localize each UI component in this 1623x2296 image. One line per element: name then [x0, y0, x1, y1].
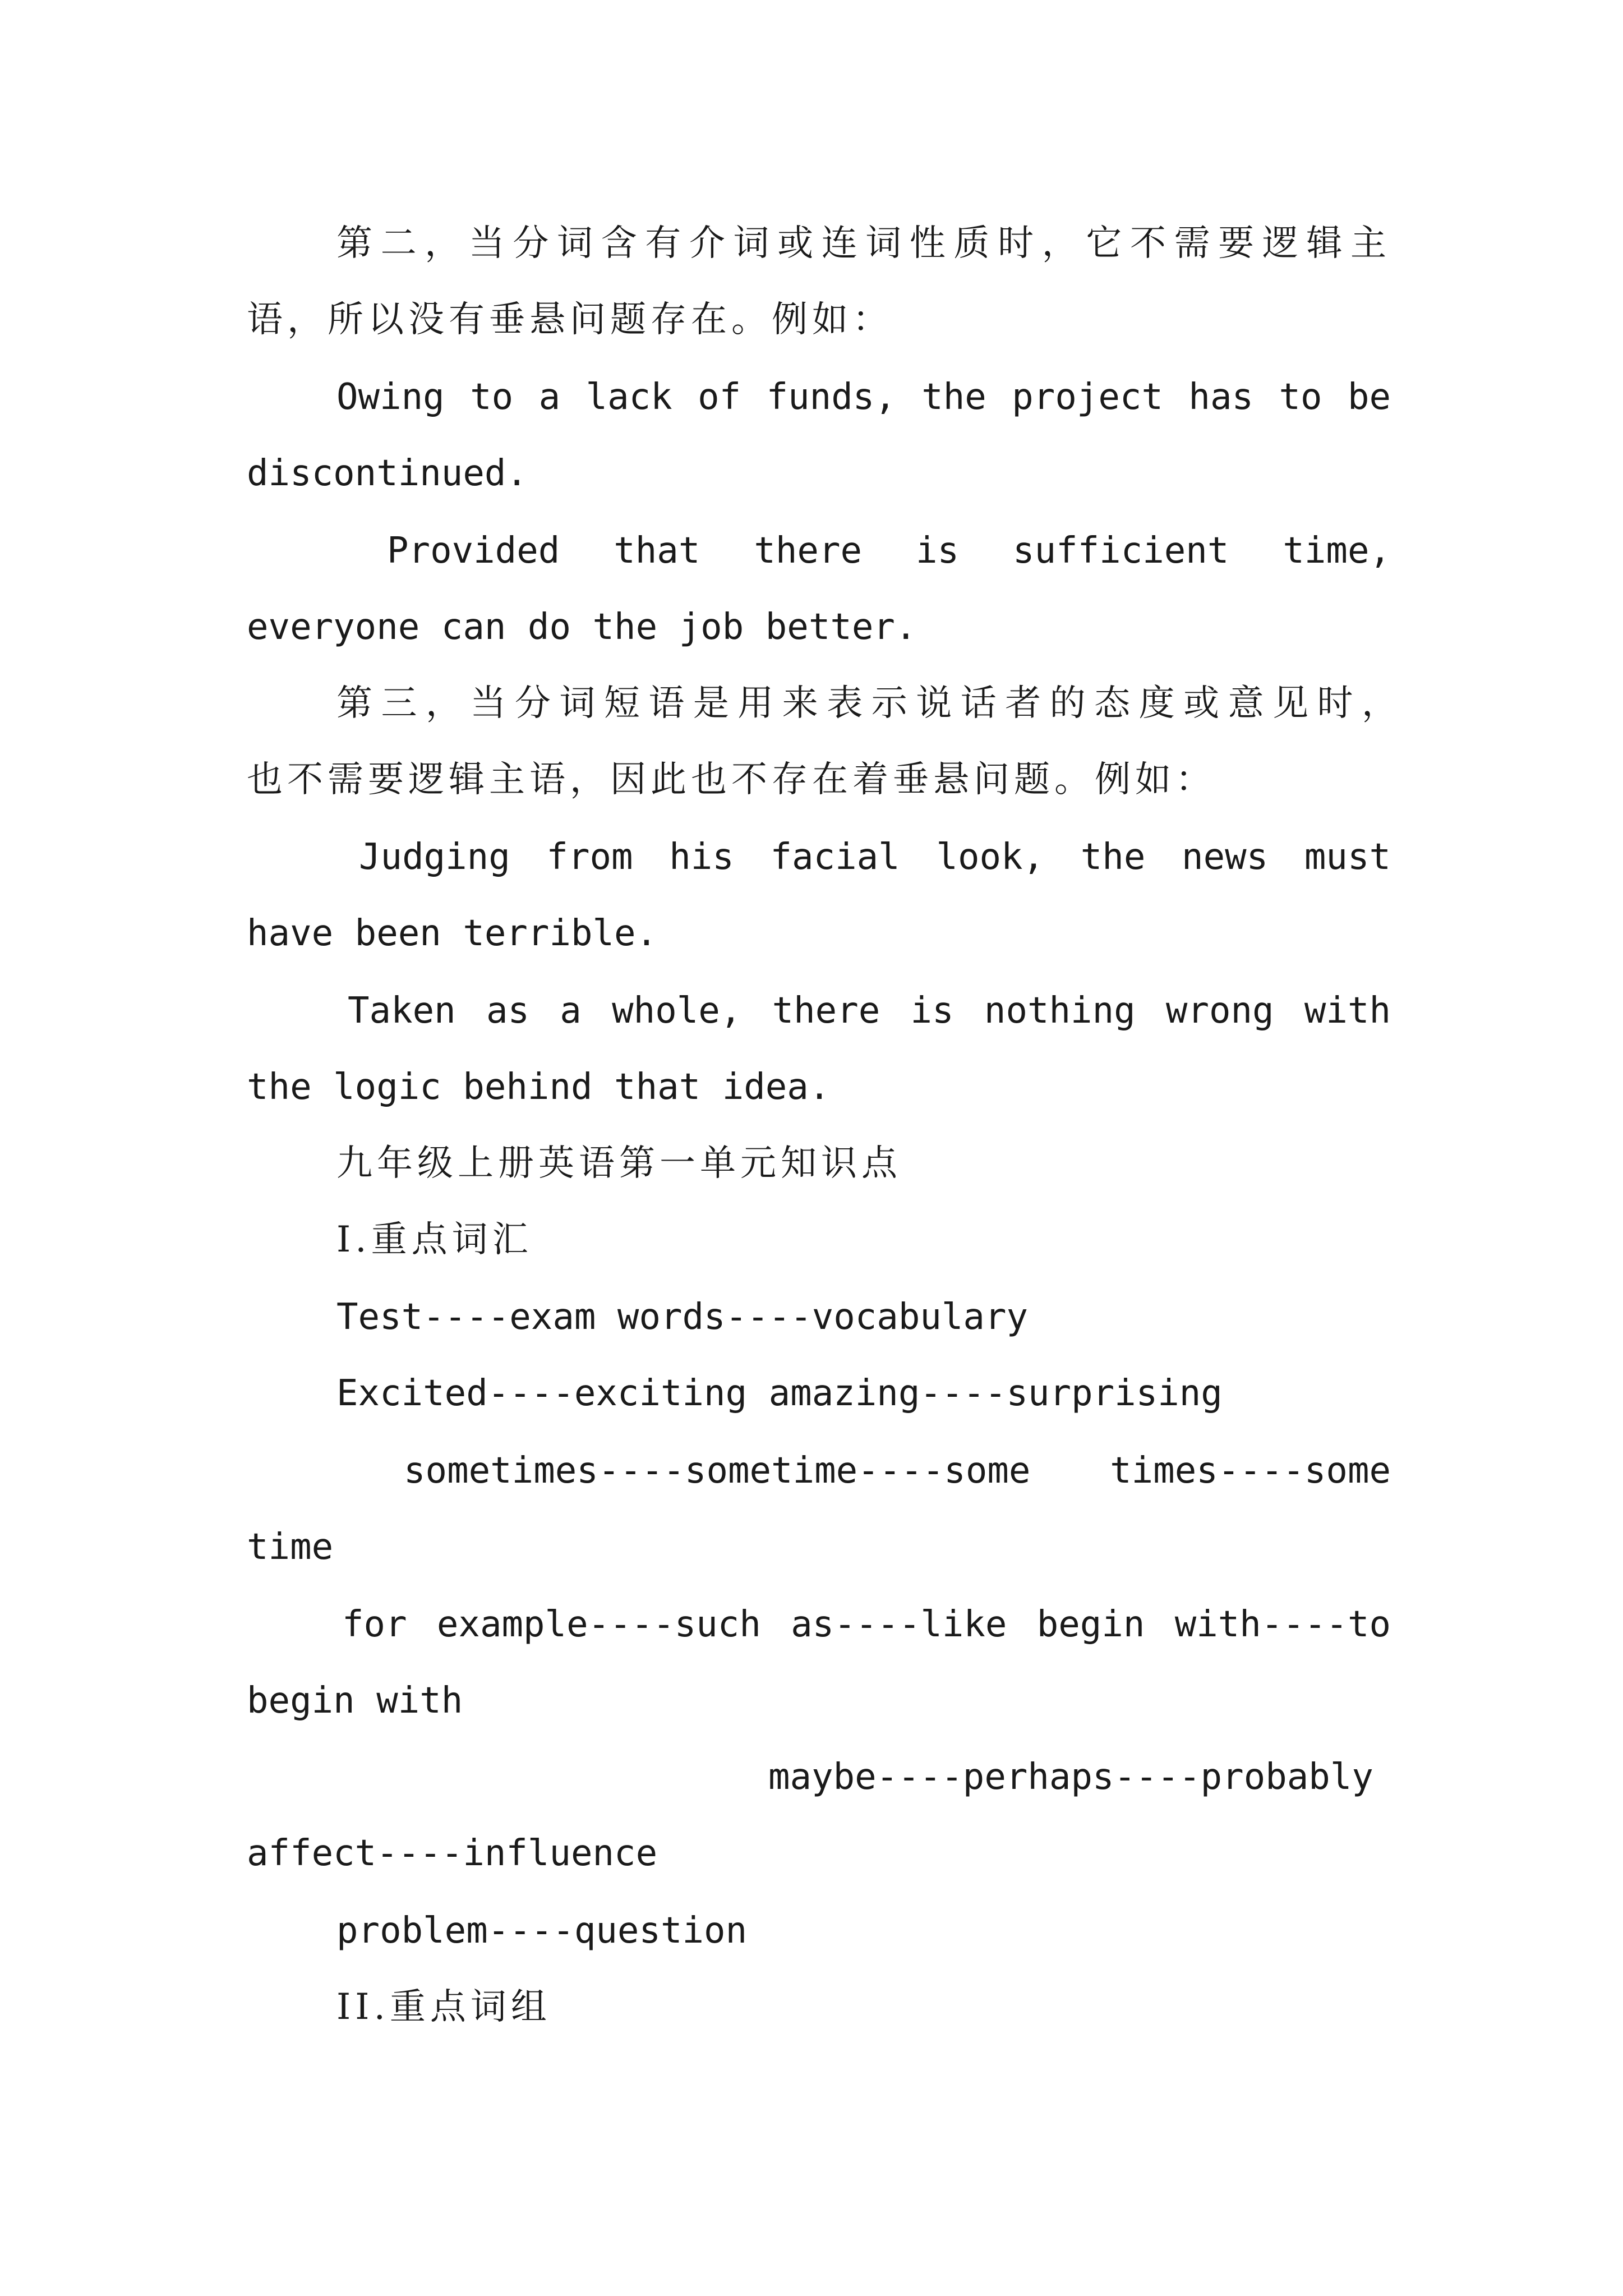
subsection-heading: II.重点词组	[336, 1986, 551, 2028]
paragraph-line: 第二，当分词含有介词或连词性质时，它不需要逻辑主	[336, 223, 1391, 264]
vocab-line: Excited----exciting amazing----surprising	[336, 1373, 1223, 1414]
paragraph-line: everyone can do the job better.	[247, 606, 917, 648]
paragraph-line: Judging from his facial look, the news must	[359, 836, 1391, 878]
vocab-line: time	[247, 1526, 334, 1568]
paragraph-line: the logic behind that idea.	[247, 1066, 831, 1108]
vocab-line: maybe----perhaps----probably	[768, 1756, 1373, 1798]
paragraph-line: Taken as a whole, there is nothing wrong with	[348, 990, 1391, 1032]
paragraph-line: Provided that there is sufficient time,	[387, 530, 1391, 572]
vocab-line: affect----influence	[247, 1833, 658, 1874]
vocab-line: problem----question	[336, 1910, 748, 1952]
paragraph-line: Owing to a lack of funds, the project has to be	[336, 376, 1391, 418]
paragraph-line: 第三，当分词短语是用来表示说话者的态度或意见时，	[336, 683, 1402, 724]
paragraph-line: 语，所以没有垂悬问题存在。例如：	[247, 299, 893, 341]
section-heading: 九年级上册英语第一单元知识点	[336, 1143, 902, 1184]
paragraph-line: 也不需要逻辑主语，因此也不存在着垂悬问题。例如：	[247, 759, 1216, 800]
vocab-line: sometimes----sometime----some times----some	[404, 1450, 1391, 1492]
vocab-line: begin with	[247, 1680, 463, 1722]
paragraph-line: discontinued.	[247, 453, 528, 494]
vocab-line: for example----such as----like begin with----to	[342, 1604, 1391, 1645]
paragraph-line: have been terrible.	[247, 913, 658, 954]
subsection-heading: I.重点词汇	[336, 1219, 533, 1260]
vocab-line: Test----exam words----vocabulary	[336, 1296, 1028, 1338]
